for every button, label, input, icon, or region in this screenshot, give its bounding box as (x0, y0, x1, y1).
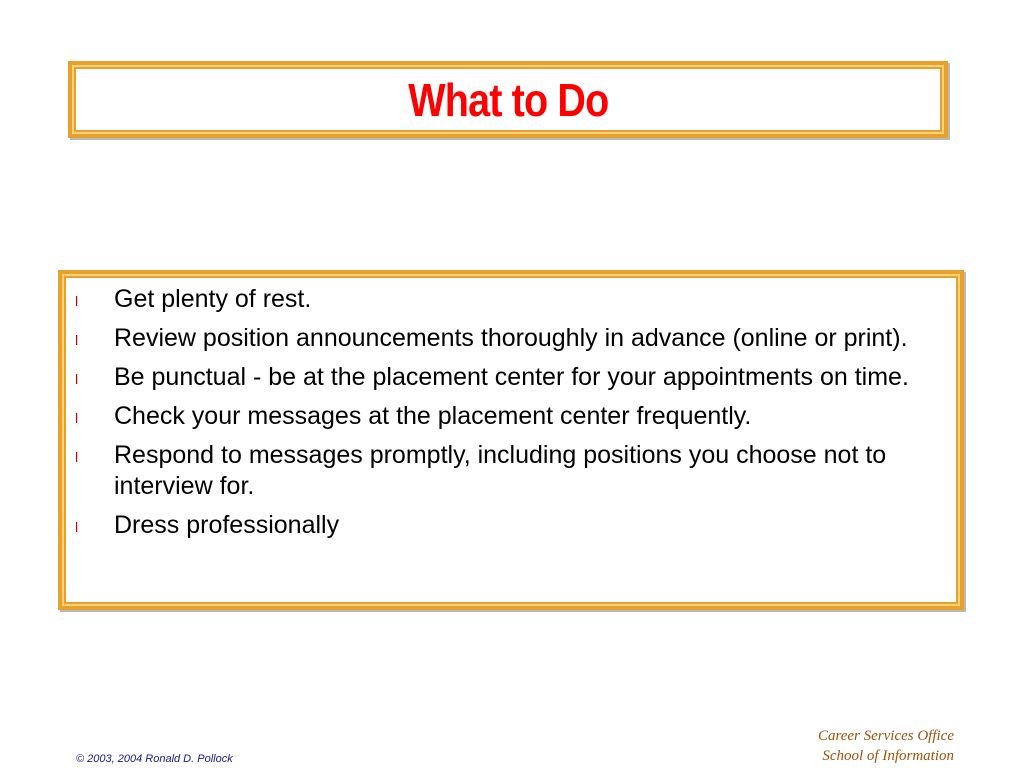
bullet-text: Be punctual - be at the placement center for your appointments on time. (114, 363, 909, 391)
copyright-notice: © 2003, 2004 Ronald D. Pollock (76, 753, 233, 765)
bullet-item (62, 362, 950, 393)
school-name: School of Information (822, 748, 954, 764)
bullet-icon: l (75, 293, 79, 309)
content-frame (58, 270, 964, 610)
title-frame (68, 61, 948, 138)
bullet-text: Review position announcements thoroughly in advance (online or print). (114, 324, 908, 352)
bullet-icon: l (75, 519, 79, 535)
bullet-item (62, 401, 950, 432)
bullet-item (62, 510, 950, 541)
bullet-text: Get plenty of rest. (114, 285, 312, 313)
bullet-text: Respond to messages promptly, including positions you choose not to interview for. (114, 441, 887, 500)
bullet-icon: l (75, 332, 79, 348)
bullet-item (62, 284, 950, 315)
bullet-text: Check your messages at the placement center frequently. (114, 402, 752, 430)
bullet-item (62, 323, 950, 354)
office-signature (818, 726, 954, 766)
bullet-text: Dress professionally (114, 511, 340, 539)
bullet-icon: l (75, 410, 79, 426)
bullet-icon: l (75, 371, 79, 387)
office-name: Career Services Office (817, 728, 954, 744)
bullet-icon: l (75, 449, 79, 465)
bullet-list (62, 284, 950, 541)
bullet-item (62, 440, 950, 502)
slide-title: What to Do (407, 73, 609, 126)
